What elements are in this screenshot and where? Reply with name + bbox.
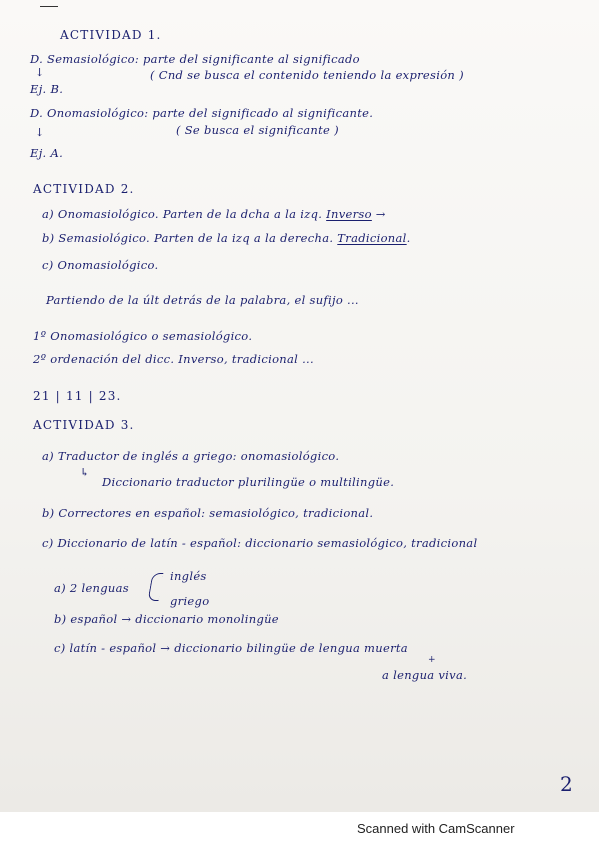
date: 21 | 11 | 23. [33, 389, 122, 403]
onomasiologico-def: D. Onomasiológico: parte del significado al significante. [30, 106, 374, 120]
lengua-ingles: inglés [170, 569, 207, 583]
scan-mark [40, 6, 58, 7]
actividad3-item-c: c) Diccionario de latín - español: diccionario semasiológico, tradicional [42, 536, 478, 550]
tradicional-underlined: Tradicional [337, 231, 407, 245]
lengua-viva: a lengua viva. [382, 668, 468, 682]
lenguas-item-a: a) 2 lenguas [54, 581, 129, 595]
example-b: Ej. B. [30, 82, 64, 96]
inverso-underlined: Inverso [326, 207, 372, 221]
down-arrow-icon: ↓ [35, 126, 45, 139]
lenguas-item-c: c) latín - español → diccionario bilingüe de lengua muerta [54, 641, 408, 655]
actividad2-item-a: a) Onomasiológico. Parten de la dcha a la izq. Inverso → [42, 207, 386, 221]
page-number: 2 [560, 772, 573, 796]
scanner-watermark: Scanned with CamScanner [357, 821, 515, 836]
example-a: Ej. A. [30, 146, 64, 160]
brace-icon [148, 573, 164, 601]
actividad2-item-c: c) Onomasiológico. [42, 258, 159, 272]
onomasiologico-note: ( Se busca el significante ) [176, 123, 339, 137]
scanner-footer [0, 812, 599, 848]
actividad3-item-a: a) Traductor de inglés a griego: onomasiológico. [42, 449, 340, 463]
heading-actividad-3: ACTIVIDAD 3. [33, 418, 135, 432]
return-arrow-icon: ↳ [80, 466, 90, 479]
actividad2-item-a-text: a) Onomasiológico. Parten de la dcha a la izq. [42, 207, 323, 221]
point-1: 1º Onomasiológico o semasiológico. [33, 329, 253, 343]
heading-actividad-1: ACTIVIDAD 1. [60, 28, 162, 42]
semasiologico-def: D. Semasiológico: parte del significante al significado [30, 52, 360, 66]
heading-actividad-2: ACTIVIDAD 2. [33, 182, 135, 196]
actividad2-item-b-text: b) Semasiológico. Parten de la izq a la derecha. [42, 231, 334, 245]
partiendo-note: Partiendo de la últ detrás de la palabra, el sufijo ... [46, 293, 359, 307]
point-2: 2º ordenación del dicc. Inverso, tradicional ... [33, 352, 314, 366]
lengua-griego: griego [170, 594, 210, 608]
actividad2-item-b: b) Semasiológico. Parten de la izq a la derecha. Tradicional. [42, 231, 411, 245]
actividad3-item-b: b) Correctores en español: semasiológico, tradicional. [42, 506, 374, 520]
actividad3-item-a-sub: Diccionario traductor plurilingüe o multilingüe. [102, 475, 395, 489]
plus-sign: + [428, 655, 436, 665]
down-arrow-icon: ↓ [35, 66, 45, 79]
semasiologico-note: ( Cnd se busca el contenido teniendo la expresión ) [150, 68, 464, 82]
lenguas-item-b: b) español → diccionario monolingüe [54, 612, 279, 626]
